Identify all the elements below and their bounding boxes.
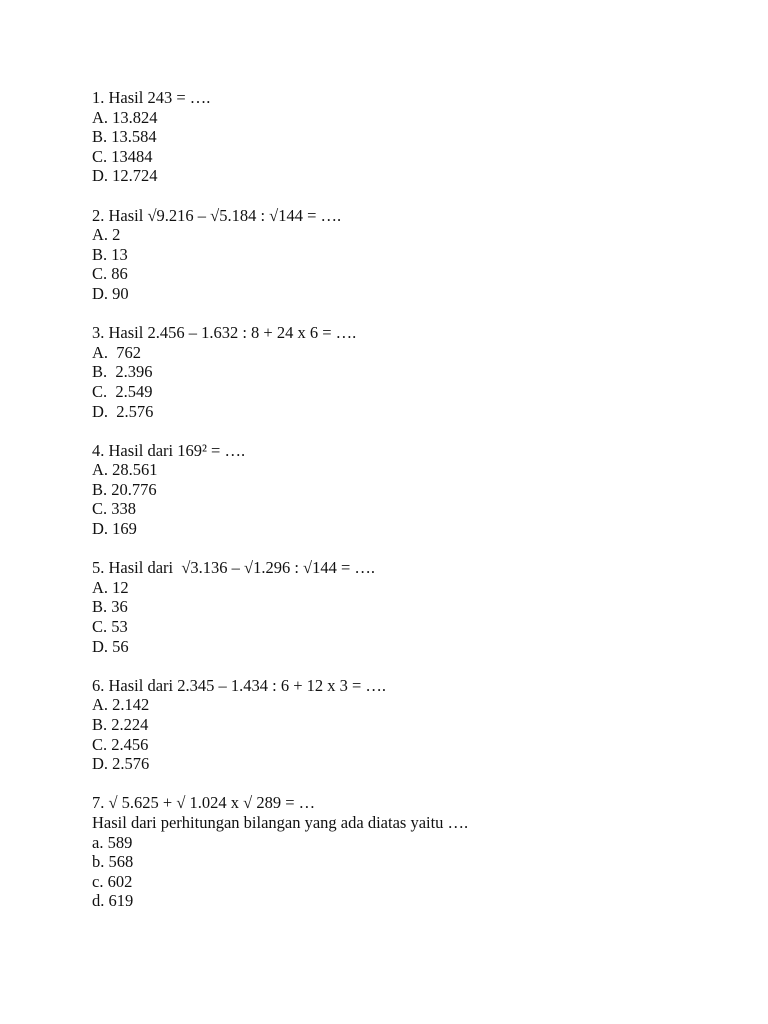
option-a: A. 762 <box>92 342 142 362</box>
option-c: C. 338 <box>92 499 137 519</box>
question-1 <box>92 88 712 186</box>
option-b: B. 2.396 <box>92 362 153 382</box>
option-d: d. 619 <box>92 891 134 911</box>
option-c: C. 86 <box>92 264 128 284</box>
option-a: A. 2 <box>92 225 121 245</box>
option-a: A. 28.561 <box>92 460 158 480</box>
document-content <box>92 88 712 931</box>
question-4 <box>92 441 712 539</box>
option-c: c. 602 <box>92 871 133 891</box>
question-text: 4. Hasil dari 169² = …. <box>92 440 246 460</box>
option-c: C. 13484 <box>92 146 153 166</box>
option-a: a. 589 <box>92 832 133 852</box>
question-3 <box>92 323 712 421</box>
question-5 <box>92 558 712 656</box>
option-d: D. 90 <box>92 283 129 303</box>
option-d: D. 169 <box>92 519 137 539</box>
question-2 <box>92 206 712 304</box>
question-text: 3. Hasil 2.456 – 1.632 : 8 + 24 x 6 = …. <box>92 323 357 343</box>
question-text: 7. √ 5.625 + √ 1.024 x √ 289 = … <box>92 793 316 813</box>
option-a: A. 13.824 <box>92 107 158 127</box>
option-b: B. 20.776 <box>92 479 157 499</box>
option-d: D. 2.576 <box>92 401 154 421</box>
option-c: C. 53 <box>92 617 128 637</box>
option-b: B. 13 <box>92 244 128 264</box>
question-text: 6. Hasil dari 2.345 – 1.434 : 6 + 12 x 3 = …. <box>92 675 387 695</box>
option-b: B. 13.584 <box>92 127 157 147</box>
option-d: D. 56 <box>92 636 129 656</box>
option-d: D. 12.724 <box>92 166 158 186</box>
option-d: D. 2.576 <box>92 754 150 774</box>
option-c: C. 2.456 <box>92 734 149 754</box>
question-text: 5. Hasil dari √3.136 – √1.296 : √144 = …. <box>92 558 376 578</box>
question-7 <box>92 793 712 911</box>
question-text: 1. Hasil 243 = …. <box>92 88 211 107</box>
option-a: A. 2.142 <box>92 695 150 715</box>
question-6 <box>92 676 712 774</box>
question-instruction: Hasil dari perhitungan bilangan yang ada diatas yaitu …. <box>92 812 469 832</box>
option-c: C. 2.549 <box>92 381 153 401</box>
question-text: 2. Hasil √9.216 – √5.184 : √144 = …. <box>92 205 342 225</box>
option-b: b. 568 <box>92 852 134 872</box>
option-b: B. 36 <box>92 597 128 617</box>
option-b: B. 2.224 <box>92 715 149 734</box>
option-a: A. 12 <box>92 577 129 597</box>
